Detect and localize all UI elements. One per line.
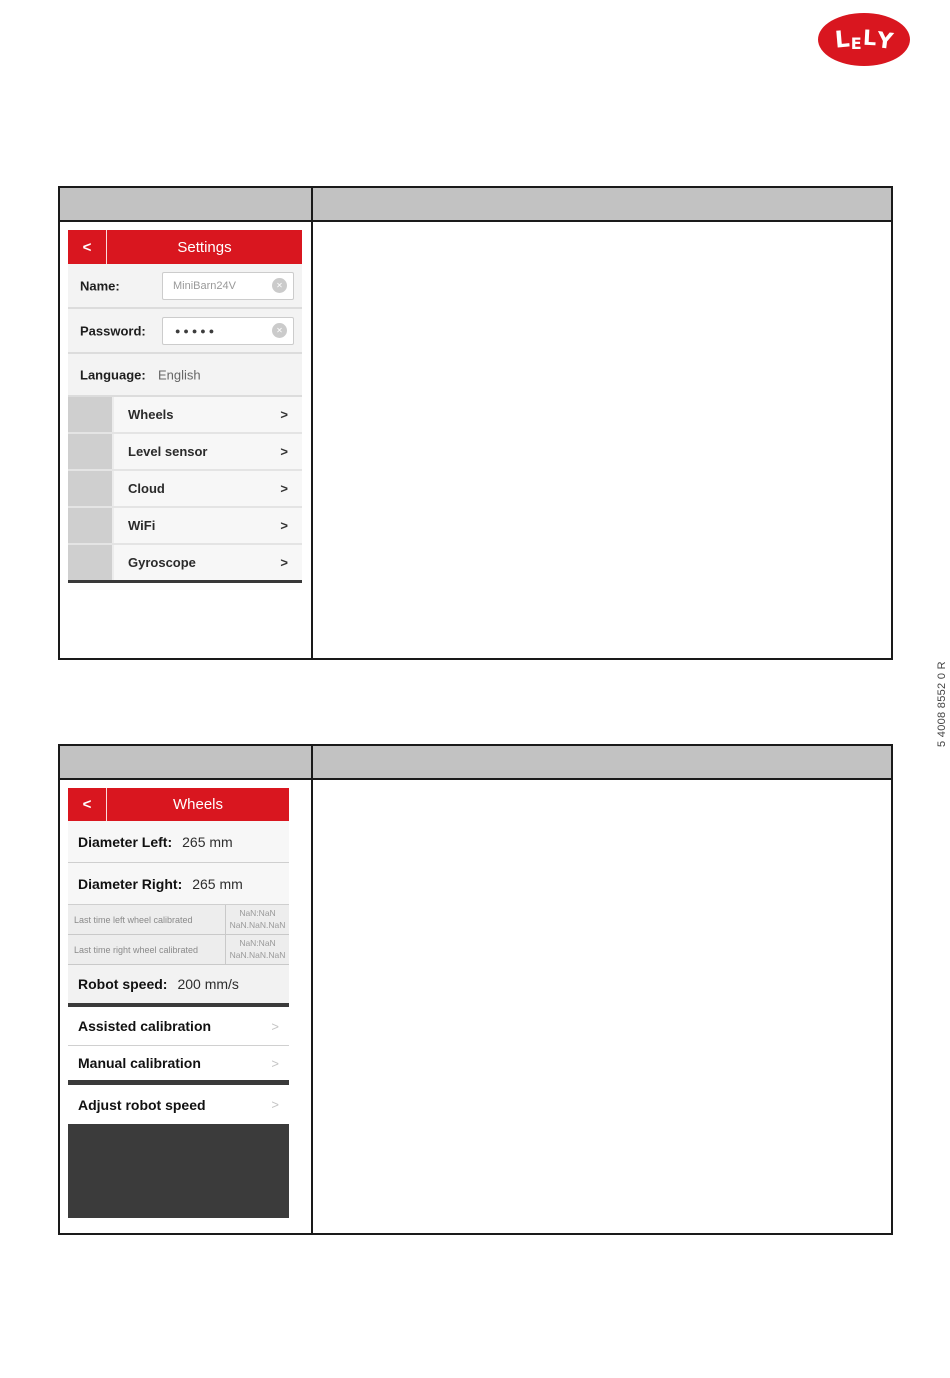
robot-speed-label: Robot speed: — [78, 976, 168, 992]
name-value: MiniBarn24V — [173, 279, 236, 292]
table-cell-screenshot — [60, 780, 313, 1235]
chevron-right-icon: > — [280, 407, 288, 422]
menu-item-wheels[interactable] — [68, 397, 302, 434]
name-label: Name: — [80, 278, 120, 293]
clear-icon[interactable]: ✕ — [272, 323, 287, 338]
password-field-row — [68, 309, 302, 354]
calibration-label: Last time right wheel calibrated — [68, 935, 226, 964]
assisted-calibration-button[interactable] — [68, 1007, 289, 1046]
menu-item-label: Wheels — [128, 407, 174, 422]
menu-item-wifi[interactable] — [68, 508, 302, 545]
language-row — [68, 354, 302, 397]
chevron-right-icon: > — [271, 1097, 279, 1112]
calibration-row-right-wheel — [68, 935, 289, 965]
logo-letter: L — [862, 25, 877, 50]
menu-item-icon-area — [68, 434, 114, 469]
diameter-right-value: 265 mm — [192, 875, 243, 892]
chevron-right-icon: > — [280, 518, 288, 533]
back-button[interactable] — [68, 230, 107, 264]
diameter-right-label: Diameter Right: — [78, 875, 183, 892]
settings-title: Settings — [177, 238, 232, 256]
settings-appbar — [68, 230, 302, 264]
language-value: English — [158, 367, 201, 382]
menu-item-icon-area — [68, 397, 114, 432]
table-header-row — [60, 188, 891, 222]
wheels-title: Wheels — [172, 796, 224, 813]
back-icon: < — [82, 796, 92, 813]
calibration-date: NaN.NaN.NaN — [229, 919, 286, 930]
table-header-cell-right — [313, 188, 891, 220]
back-icon: < — [82, 238, 92, 256]
table-body-row — [60, 222, 891, 660]
calibration-time: NaN:NaN — [239, 938, 276, 949]
settings-menu — [68, 397, 302, 583]
dark-panel — [68, 1124, 289, 1218]
robot-speed-row — [68, 965, 289, 1007]
table-body-row — [60, 780, 891, 1235]
logo-letter: Y — [875, 28, 895, 55]
settings-screenshot — [68, 230, 302, 583]
language-label: Language: — [80, 367, 146, 382]
password-value: ●●●●● — [175, 325, 218, 336]
menu-item-label: Level sensor — [128, 444, 208, 459]
diameter-left-value: 265 mm — [182, 833, 233, 850]
chevron-right-icon: > — [280, 444, 288, 459]
calibration-value — [226, 935, 289, 964]
table-header-cell-left — [60, 188, 313, 220]
action-label: Manual calibration — [78, 1055, 201, 1071]
table-header-row — [60, 746, 891, 780]
doc-table-wheels — [58, 744, 893, 1235]
calibration-label: Last time left wheel calibrated — [68, 905, 226, 934]
menu-item-cloud[interactable] — [68, 471, 302, 508]
wheels-appbar — [68, 788, 289, 821]
menu-item-gyroscope[interactable] — [68, 545, 302, 580]
password-input[interactable] — [162, 317, 294, 345]
calibration-row-left-wheel — [68, 905, 289, 935]
chevron-right-icon: > — [271, 1055, 279, 1071]
wheels-screenshot — [68, 788, 289, 1218]
document-code: 5 4008 8552 0 R — [936, 661, 948, 747]
logo-letter: E — [850, 34, 862, 53]
chevron-right-icon: > — [280, 555, 288, 570]
logo-letter: L — [833, 25, 851, 54]
menu-item-icon-area — [68, 508, 114, 543]
adjust-robot-speed-button[interactable] — [68, 1085, 289, 1124]
robot-speed-value: 200 mm/s — [177, 976, 239, 992]
calibration-date: NaN.NaN.NaN — [229, 949, 286, 960]
name-input[interactable] — [162, 272, 294, 300]
chevron-right-icon: > — [271, 1018, 279, 1034]
menu-item-icon-area — [68, 545, 114, 580]
menu-item-icon-area — [68, 471, 114, 506]
name-field-row — [68, 264, 302, 309]
diameter-right-row — [68, 863, 289, 905]
back-button[interactable] — [68, 788, 107, 821]
calibration-value — [226, 905, 289, 934]
action-label: Adjust robot speed — [78, 1096, 206, 1113]
calibration-time: NaN:NaN — [239, 908, 276, 919]
table-cell-description — [313, 780, 891, 1235]
table-cell-description — [313, 222, 891, 660]
clear-icon[interactable]: ✕ — [272, 278, 287, 293]
lely-logo — [818, 13, 910, 66]
manual-calibration-button[interactable] — [68, 1046, 289, 1085]
menu-item-label: WiFi — [128, 518, 156, 533]
table-header-cell-right — [313, 746, 891, 778]
table-header-cell-left — [60, 746, 313, 778]
diameter-left-label: Diameter Left: — [78, 833, 173, 850]
doc-table-settings — [58, 186, 893, 660]
menu-item-label: Cloud — [128, 481, 165, 496]
chevron-right-icon: > — [280, 481, 288, 496]
table-cell-screenshot — [60, 222, 313, 660]
menu-item-label: Gyroscope — [128, 555, 196, 570]
menu-item-level-sensor[interactable] — [68, 434, 302, 471]
diameter-left-row — [68, 821, 289, 863]
action-label: Assisted calibration — [78, 1018, 212, 1034]
password-label: Password: — [80, 323, 146, 338]
